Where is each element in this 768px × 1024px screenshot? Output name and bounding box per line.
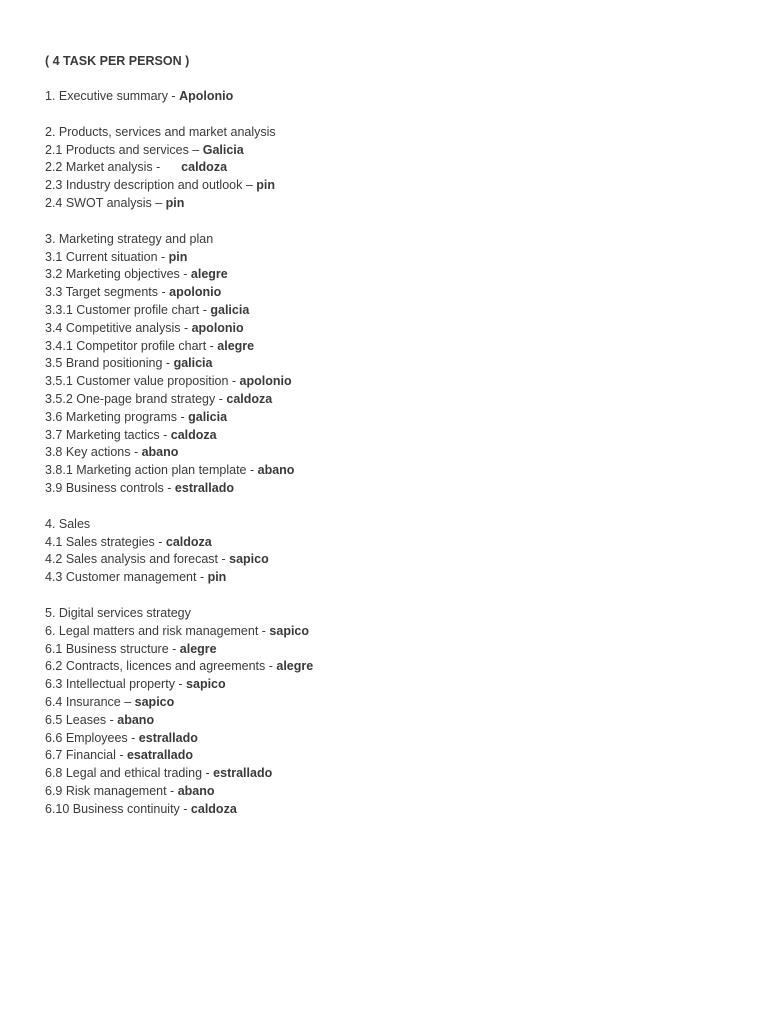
task-line [45,302,725,320]
task-assignee: Galicia [202,142,244,157]
task-line [45,266,725,284]
task-line [45,783,725,801]
task-text: 3.4 Competitive analysis - [45,320,192,335]
task-line [45,534,725,552]
task-text: 6.8 Legal and ethical trading - [45,766,214,781]
task-line [45,195,725,213]
task-text: 2.4 SWOT analysis – [45,195,166,210]
task-assignee: sapico [229,552,269,567]
task-text: 2.1 Products and services – [45,142,203,157]
task-line [45,249,725,267]
task-assignee: esatrallado [126,748,193,763]
task-line [45,641,725,659]
task-text: 3.5.1 Customer value proposition - [45,374,240,389]
task-text: 1. Executive summary - [45,89,180,103]
task-line [45,391,725,409]
document-page [45,52,725,818]
task-text: 5. Digital services strategy [45,605,191,620]
task-text: 2. Products, services and market analysis [45,124,276,139]
task-assignee: caldoza [181,160,228,175]
task-line [45,88,725,106]
task-line [45,284,725,302]
task-line [45,142,725,160]
task-assignee: abano [177,783,215,798]
task-line [45,658,725,676]
task-text: 6.4 Insurance – [45,694,135,709]
task-text: 2.2 Market analysis - [45,160,182,175]
task-text: 6. Legal matters and risk management - [45,623,270,638]
task-text: 3.3 Target segments - [45,285,170,300]
task-line [45,373,725,391]
task-assignee: pin [165,195,185,210]
task-text: 3.1 Current situation - [45,249,169,264]
task-assignee: estrallado [138,730,198,745]
task-assignee: alegre [179,641,217,656]
task-line [45,516,725,534]
task-line [45,444,725,462]
task-line [45,159,725,177]
task-line [45,676,725,694]
task-text: 4.1 Sales strategies - [45,534,166,549]
section-products-services [45,124,725,213]
task-assignee: alegre [190,267,228,282]
task-line [45,355,725,373]
section-sales [45,516,725,587]
task-assignee: alegre [217,338,255,353]
task-line [45,569,725,587]
task-assignee: pin [207,570,227,585]
task-text: 3.7 Marketing tactics - [45,427,171,442]
task-assignee: apolonio [191,320,244,335]
task-line [45,462,725,480]
task-text: 3.5 Brand positioning - [45,356,174,371]
task-assignee: alegre [276,659,314,674]
task-line [45,712,725,730]
task-line [45,694,725,712]
task-assignee: abano [141,445,179,460]
task-assignee: sapico [186,677,226,692]
task-text: 6.2 Contracts, licences and agreements - [45,659,277,674]
task-line [45,177,725,195]
task-assignee: sapico [134,694,175,709]
task-assignee: caldoza [165,534,212,549]
task-text: 3.8.1 Marketing action plan template - [45,463,258,478]
task-line [45,320,725,338]
task-assignee: galicia [173,356,213,371]
task-text: 3.4.1 Competitor profile chart - [45,338,218,353]
task-line [45,231,725,249]
task-text: 6.7 Financial - [45,748,127,763]
task-line [45,747,725,765]
task-text: 6.6 Employees - [45,730,139,745]
task-assignee: galicia [188,409,228,424]
task-text: 6.5 Leases - [45,712,118,727]
task-line [45,605,725,623]
task-text: 3.3.1 Customer profile chart - [45,302,211,317]
task-list [45,88,725,818]
task-line [45,480,725,498]
task-assignee: pin [168,249,188,264]
task-assignee: apolonio [169,285,222,300]
task-line [45,623,725,641]
task-text: 6.9 Risk management - [45,783,178,798]
task-assignee: pin [256,178,275,193]
task-text: 3.2 Marketing objectives - [45,267,191,282]
task-line [45,801,725,819]
task-text: 2.3 Industry description and outlook – [45,178,257,193]
task-assignee: galicia [210,302,250,317]
task-text: 6.10 Business continuity - [45,801,191,816]
task-line [45,730,725,748]
section-digital-legal [45,605,725,819]
task-assignee: apolonio [239,374,292,389]
task-text: 4. Sales [45,516,91,531]
task-line [45,551,725,569]
task-assignee: sapico [269,623,310,638]
document-heading: ( 4 TASK PER PERSON ) [45,54,190,68]
task-assignee: abano [117,712,155,727]
task-text: 6.1 Business structure - [45,641,180,656]
task-line [45,427,725,445]
task-line [45,338,725,356]
task-text: 4.3 Customer management - [45,570,208,585]
task-line [45,409,725,427]
task-text: 3. Marketing strategy and plan [45,231,214,246]
task-line [45,124,725,142]
task-text: 4.2 Sales analysis and forecast - [45,552,230,567]
task-assignee: estrallado [213,766,273,781]
task-assignee: abano [257,463,295,478]
task-text: 3.6 Marketing programs - [45,409,189,424]
task-line [45,765,725,783]
task-assignee: caldoza [190,801,237,816]
task-assignee: caldoza [226,391,273,406]
task-text: 6.3 Intellectual property - [45,677,187,692]
section-executive-summary [45,88,725,106]
task-text: 3.8 Key actions - [45,445,142,460]
task-assignee: Apolonio [179,89,234,103]
task-text: 3.5.2 One-page brand strategy - [45,391,227,406]
section-marketing-strategy [45,231,725,498]
task-assignee: caldoza [170,427,217,442]
task-assignee: estrallado [174,480,234,495]
task-text: 3.9 Business controls - [45,480,175,495]
